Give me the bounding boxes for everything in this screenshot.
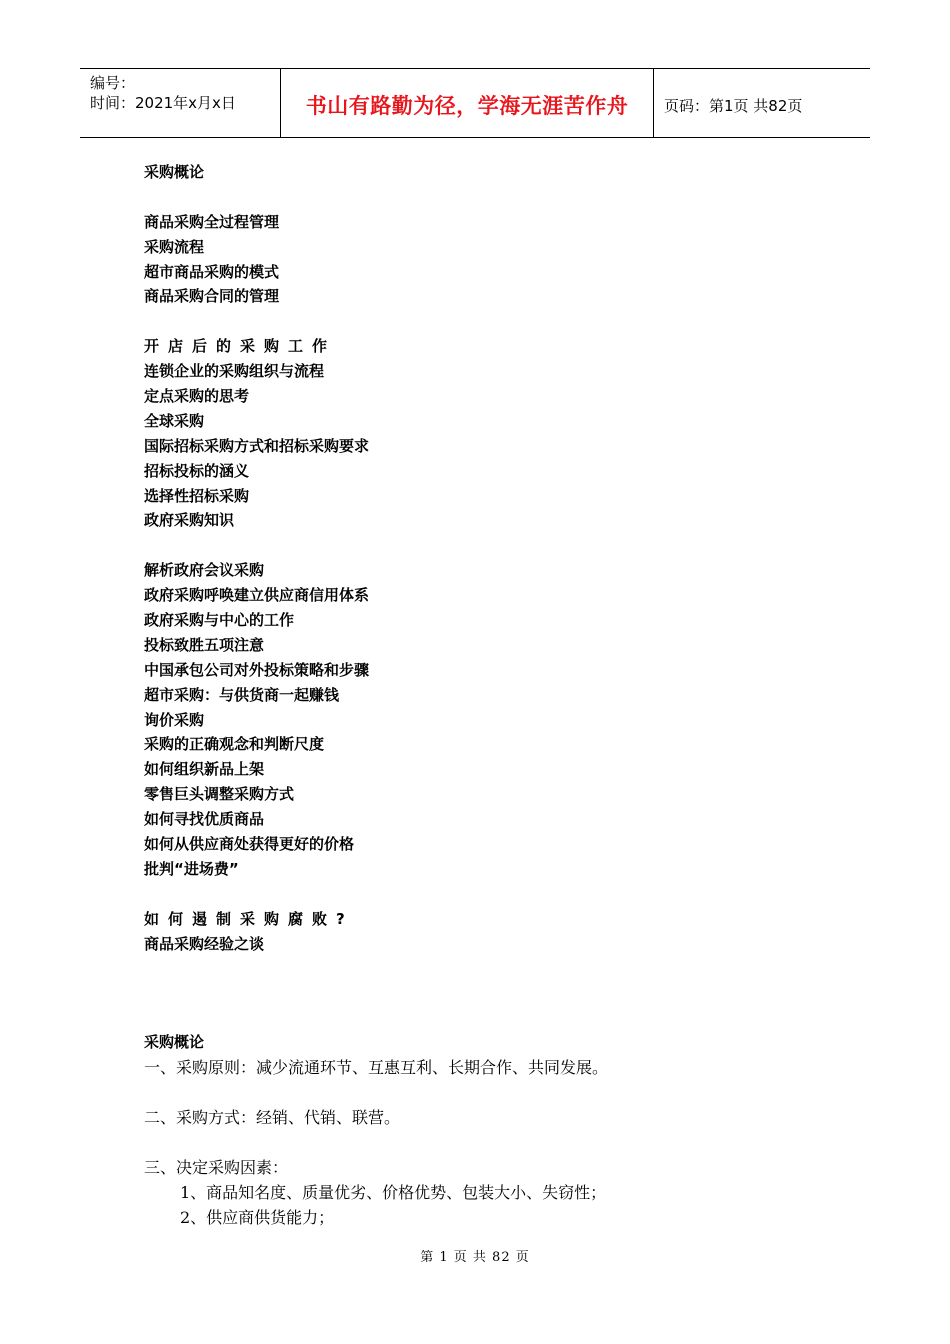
toc-item: 批判“进场费”	[144, 859, 239, 878]
toc-item: 政府采购呼唤建立供应商信用体系	[144, 586, 370, 605]
time-label: 时间：2021年x月x日	[90, 94, 236, 112]
header-motto: 书山有路勤为径，学海无涯苦作舟	[305, 94, 629, 118]
toc-item: 解析政府会议采购	[144, 561, 265, 580]
toc-item: 零售巨头调整采购方式	[144, 785, 295, 804]
toc-item: 如何从供应商处获得更好的价格	[144, 835, 355, 854]
header-motto-cell	[281, 69, 654, 137]
toc-item: 政府采购与中心的工作	[144, 611, 295, 630]
toc-item: 采购流程	[144, 237, 205, 256]
list-item: 1、商品知名度、质量优劣、价格优势、包装大小、失窃性；	[180, 1182, 607, 1202]
toc-item: 如何寻找优质商品	[144, 810, 265, 829]
toc-item: 选择性招标采购	[144, 486, 250, 505]
section-heading: 采购概论	[144, 1033, 205, 1051]
header-page-cell	[654, 69, 870, 137]
toc-item: 采购概论	[144, 163, 205, 181]
toc-item: 如何遏制采购腐败?	[144, 909, 354, 928]
toc-item: 定点采购的思考	[144, 387, 250, 406]
table-of-contents	[144, 160, 369, 957]
toc-item: 如何组织新品上架	[144, 760, 265, 779]
toc-item: 商品采购经验之谈	[144, 934, 265, 953]
toc-item: 国际招标采购方式和招标采购要求	[144, 436, 370, 455]
header-page-label: 页码：第1页 共82页	[664, 96, 803, 115]
header-meta	[80, 69, 281, 137]
toc-item: 招标投标的涵义	[144, 461, 250, 480]
toc-item: 开店后的采购工作	[144, 337, 337, 356]
toc-item: 超市采购：与供货商一起赚钱	[144, 685, 340, 704]
toc-item: 政府采购知识	[144, 511, 235, 530]
toc-item: 全球采购	[144, 411, 205, 430]
toc-item: 采购的正确观念和判断尺度	[144, 735, 325, 754]
toc-item: 超市商品采购的模式	[144, 262, 280, 281]
paragraph: 二、采购方式：经销、代销、联营。	[144, 1107, 401, 1127]
toc-item: 连锁企业的采购组织与流程	[144, 362, 325, 381]
toc-item: 商品采购合同的管理	[144, 287, 280, 306]
toc-item: 投标致胜五项注意	[144, 635, 265, 654]
toc-item: 询价采购	[144, 710, 205, 729]
toc-item: 商品采购全过程管理	[144, 212, 280, 231]
list-item: 2、供应商供货能力；	[180, 1207, 335, 1227]
page-header	[80, 68, 870, 138]
page-footer: 第 1 页 共 82 页	[420, 1250, 530, 1265]
document-body	[144, 1030, 608, 1230]
number-label: 编号：	[90, 74, 136, 92]
toc-item: 中国承包公司对外投标策略和步骤	[144, 660, 370, 679]
paragraph: 三、决定采购因素：	[144, 1157, 289, 1177]
paragraph: 一、采购原则：减少流通环节、互惠互利、长期合作、共同发展。	[144, 1058, 609, 1077]
